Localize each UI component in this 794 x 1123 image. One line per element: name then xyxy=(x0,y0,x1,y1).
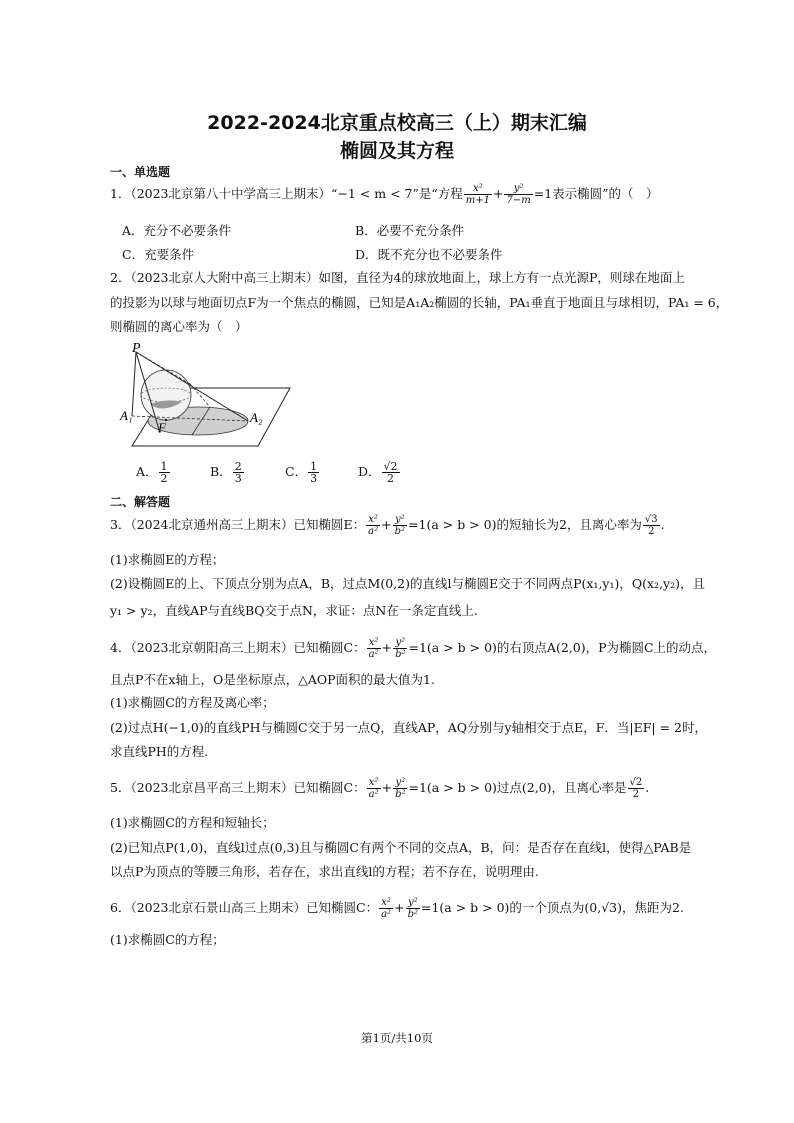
fraction: $\frac{1}{2}$ xyxy=(160,460,168,485)
question-4-part-2: (2)过点H(−1,0)的直线PH与椭圆C交于另一点Q，直线AP，AQ分别与y轴相交于点E，F．当|EF| = 2时， xyxy=(110,720,708,735)
label-A1: A₁ xyxy=(120,408,133,423)
fraction: $\frac{\text{y²}}{\text{b²}}$ xyxy=(395,777,406,800)
option-d: D． $\frac{√2}{2}$ xyxy=(358,460,398,485)
option-a: A．充分不必要条件 xyxy=(122,223,232,238)
option-a: A． $\frac{1}{2}$ xyxy=(136,460,168,485)
section-heading-answer: 二、解答题 xyxy=(110,495,171,509)
fraction: $\frac{√2}{2}$ xyxy=(629,777,643,800)
question-5-part-2-cont: 以点P为顶点的等腰三角形，若存在，求出直线l的方程；若不存在，说明理由. xyxy=(110,864,539,879)
option-d: D．既不充分也不必要条件 xyxy=(355,247,503,262)
fraction: $\frac{\text{y²}}{\text{b²}}$ xyxy=(395,637,406,660)
fraction: $\frac{\text{x²}}{\text{a²}}$ xyxy=(368,514,379,537)
page-number: 第1页/共10页 xyxy=(361,1031,433,1045)
fraction: $\frac{1}{3}$ xyxy=(310,460,318,485)
fraction: $\frac{\text{x²}}{\text{a²}}$ xyxy=(368,777,379,800)
question-4-stem: 4．（2023北京朝阳高三上期末）已知椭圆C： $\frac{\text{x²}}{\text{a²}}$ + $\frac{\text{y²}}{\text{b²}}$ =1(a > b > 0)的右顶点A(2,0)，P为椭圆C上的动点， xyxy=(110,637,717,660)
fraction: $\frac{\text{x²}}{m+1}$ xyxy=(465,183,490,206)
sphere-projection-figure xyxy=(118,340,293,455)
section-heading-single-choice: 一、单选题 xyxy=(110,165,171,179)
question-5-stem: 5．（2023北京昌平高三上期末）已知椭圆C： $\frac{\text{x²}}{\text{a²}}$ + $\frac{\text{y²}}{\text{b²}}$ =1(a > b > 0)过点(2,0)，且离心率是 $\frac{√2}{2}$ . xyxy=(110,777,650,800)
question-4-part-2-cont: 求直线PH的方程. xyxy=(110,744,209,759)
label-A2: A₂ xyxy=(250,410,263,425)
question-5-part-2: (2)已知点P(1,0)，直线l过点(0,3)且与椭圆C有两个不同的交点A，B，问：是否存在直线l，使得△PAB是 xyxy=(110,840,692,855)
option-b: B．必要不充分条件 xyxy=(355,223,465,238)
question-6-stem: 6．（2023北京石景山高三上期末）已知椭圆C： $\frac{\text{x²}}{\text{a²}}$ + $\frac{\text{y²}}{\text{b²}}$ =1(a > b > 0)的一个顶点为(0,√3)，焦距为2. xyxy=(110,897,684,920)
question-1-stem: 1．（2023北京第八十中学高三上期末）“−1 < m < 7”是“方程 $\frac{\text{x²}}{m+1}$ + $\frac{\text{y²}}{7-m}$ =1表示椭圆”的（ ） xyxy=(110,183,659,206)
fraction: $\frac{√2}{2}$ xyxy=(383,460,398,485)
question-3-part-2-cont: y₁ > y₂，直线AP与直线BQ交于点N，求证：点N在一条定直线上. xyxy=(110,603,478,618)
page-subtitle: 椭圆及其方程 xyxy=(339,140,454,162)
fraction: $\frac{√3}{2}$ xyxy=(644,514,658,537)
option-b: B． $\frac{2}{3}$ xyxy=(210,460,242,485)
question-3-part-1: (1)求椭圆E的方程； xyxy=(110,552,225,567)
fraction: $\frac{\text{y²}}{\text{b²}}$ xyxy=(394,514,406,537)
question-1-text: 1．（2023北京第八十中学高三上期末）“−1 < m < 7”是“方程 xyxy=(110,186,463,201)
option-c: C．充要条件 xyxy=(122,247,195,262)
line-PA1 xyxy=(132,352,136,416)
page-title: 2022-2024北京重点校高三（上）期末汇编 xyxy=(207,112,587,134)
question-3-part-2: (2)设椭圆E的上、下顶点分别为点A，B，过点M(0,2)的直线l与椭圆E交于不同两点P(x₁,y₁)，Q(x₂,y₂)，且 xyxy=(110,576,705,591)
question-1-tail: =1表示椭圆”的（ ） xyxy=(533,186,659,201)
fraction: $\frac{2}{3}$ xyxy=(234,460,242,485)
question-2-line-2: 的投影为以球与地面切点F为一个焦点的椭圆，已知是A₁A₂椭圆的长轴，PA₁垂直于地面且与球相切，PA₁ = 6， xyxy=(110,295,729,310)
question-5-part-1: (1)求椭圆C的方程和短轴长； xyxy=(110,815,275,830)
question-2-line-3: 则椭圆的离心率为（ ） xyxy=(110,319,248,334)
fraction: $\frac{\text{y²}}{\text{b²}}$ xyxy=(407,897,418,920)
label-F: F xyxy=(158,420,166,435)
question-3-stem: 3．（2024北京通州高三上期末）已知椭圆E： $\frac{\text{x²}}{\text{a²}}$ + $\frac{\text{y²}}{\text{b²}}$ =1(a > b > 0)的短轴长为2，且离心率为 $\frac{√3}{2}$ . xyxy=(110,514,665,537)
question-6-part-1: (1)求椭圆C的方程； xyxy=(110,932,225,947)
question-4-line-2: 且点P不在x轴上，O是坐标原点，△AOP面积的最大值为1. xyxy=(110,672,435,687)
fraction: $\frac{\text{y²}}{7-m}$ xyxy=(506,183,531,206)
option-c: C． $\frac{1}{3}$ xyxy=(285,460,318,485)
fraction: $\frac{\text{x²}}{\text{a²}}$ xyxy=(368,637,379,660)
label-P: P xyxy=(132,341,141,356)
question-4-part-1: (1)求椭圆C的方程及离心率； xyxy=(110,695,275,710)
fraction: $\frac{\text{x²}}{\text{a²}}$ xyxy=(381,897,392,920)
question-2-line-1: 2．（2023北京人大附中高三上期末）如图，直径为4的球放地面上，球上方有一点光源P，则球在地面上 xyxy=(110,270,685,285)
